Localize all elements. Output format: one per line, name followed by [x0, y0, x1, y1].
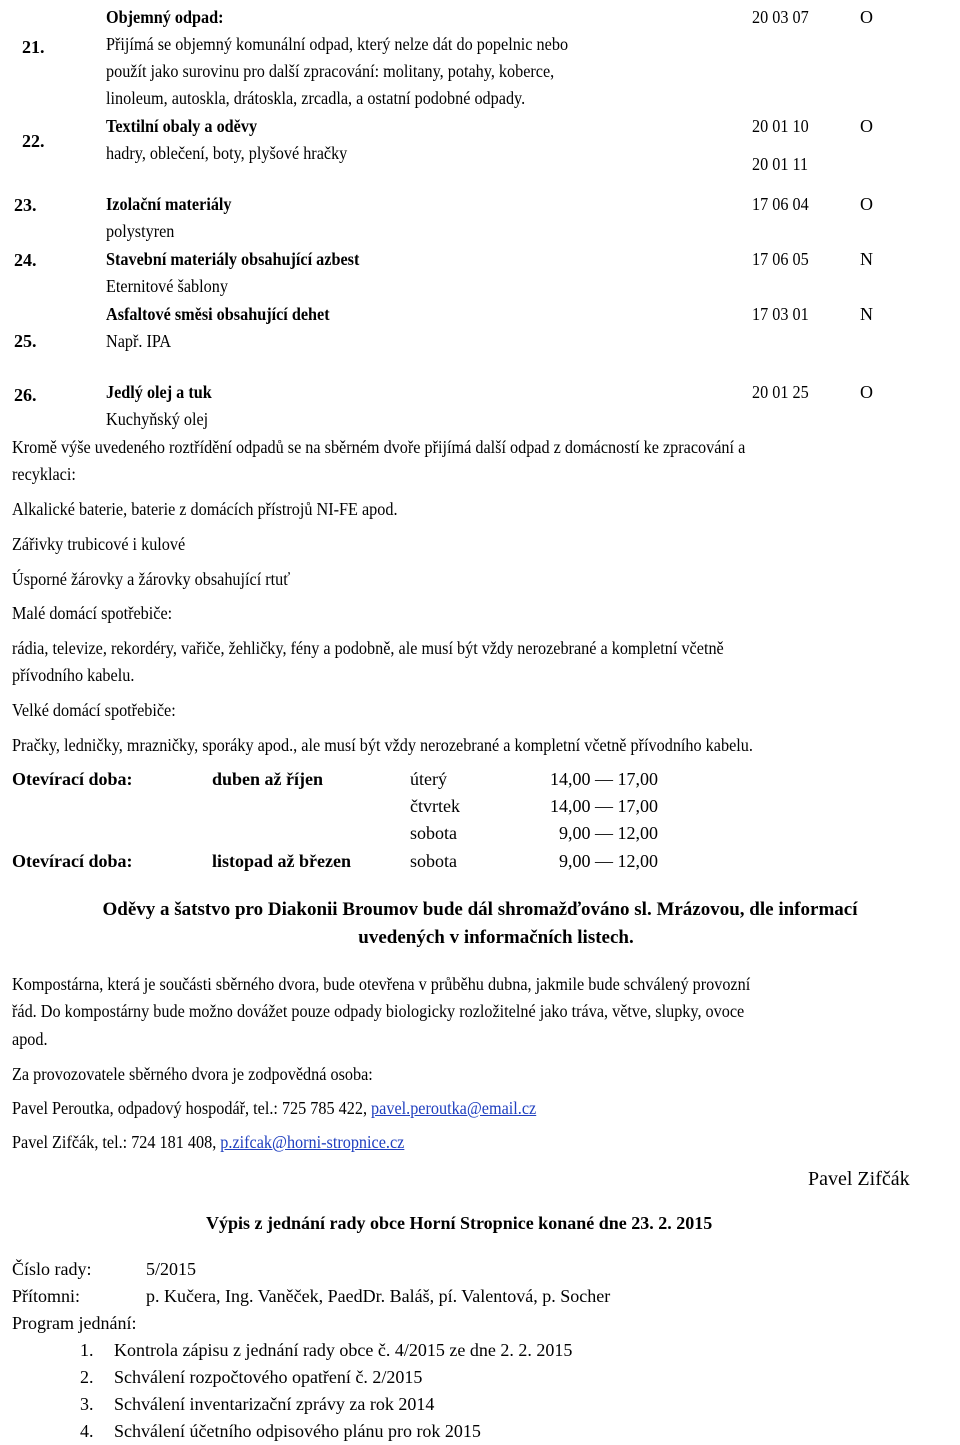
opening-day: čtvrtek [410, 796, 460, 816]
program-item: Schválení účetního odpisového plánu pro rok 2015 [114, 1421, 481, 1441]
compost-text: Kompostárna, která je součásti sběrného dvora, bude otevřena v průběhu dubna, jakmile bude schválený provozní [12, 974, 751, 994]
intro-text: recyklaci: [12, 464, 76, 484]
program-item: Kontrola zápisu z jednání rady obce č. 4/2015 ze dne 2. 2. 2015 [114, 1340, 573, 1360]
row-description-line: polystyren [106, 221, 175, 241]
row-number: 26. [14, 385, 37, 405]
contact-text: Pavel Peroutka, odpadový hospodář, tel.: 725 785 422, [12, 1098, 372, 1118]
large-appliances-label: Velké domácí spotřebiče: [12, 700, 176, 720]
opening-day: úterý [410, 769, 447, 789]
waste-code: 17 03 01 [752, 304, 809, 324]
compost-text: řád. Do kompostárny bude možno dovážet pouze odpady biologicky rozložitelné jako tráva, větve, slupky, ovoce [12, 1001, 745, 1021]
row-number: 23. [14, 195, 37, 215]
council-number-value: 5/2015 [146, 1259, 197, 1279]
summer-period: duben až říjen [212, 769, 324, 789]
present-label: Přítomni: [12, 1286, 81, 1306]
waste-category: O [860, 382, 873, 402]
row-title: Asfaltové směsi obsahující dehet [106, 304, 330, 324]
row-description-line: Kuchyňský olej [106, 409, 209, 429]
notice-line: Oděvy a šatstvo pro Diakonii Broumov bude dál shromažďováno sl. Mrázovou, dle informací [102, 899, 858, 920]
large-appliances-text: Pračky, ledničky, mrazničky, sporáky apod., ale musí být vždy nerozebrané a kompletní včetně přívodního kabelu. [12, 735, 753, 755]
contact-text: Pavel Zifčák, tel.: 724 181 408, [12, 1132, 221, 1152]
intro-text: Kromě výše uvedeného roztřídění odpadů se na sběrném dvoře přijímá další odpad z domácností ke zpracování a [12, 437, 746, 457]
notice-line: uvedených v informačních listech. [358, 927, 634, 948]
winter-period: listopad až březen [212, 851, 351, 871]
waste-category: O [860, 7, 873, 27]
small-appliances-text: přívodního kabelu. [12, 665, 135, 685]
compost-text: apod. [12, 1029, 48, 1049]
contact-line [12, 1097, 536, 1119]
row-number: 24. [14, 250, 37, 270]
email-link[interactable]: pavel.peroutka@email.cz [371, 1098, 537, 1118]
program-item-number: 2. [80, 1367, 94, 1387]
row-description-line: Eternitové šablony [106, 276, 228, 296]
minutes-heading: Výpis z jednání rady obce Horní Stropnice konané dne 23. 2. 2015 [206, 1213, 713, 1233]
responsible-label: Za provozovatele sběrného dvora je zodpovědná osoba: [12, 1064, 373, 1084]
opening-time: 14,00 — 17,00 [550, 796, 658, 816]
row-number: 25. [14, 331, 37, 351]
opening-hours-label: Otevírací doba: [12, 769, 133, 789]
waste-category: N [860, 304, 873, 324]
row-number: 21. [22, 37, 45, 57]
small-appliances-label: Malé domácí spotřebiče: [12, 603, 173, 623]
batteries-text: Alkalické baterie, baterie z domácích přístrojů NI-FE apod. [12, 499, 398, 519]
program-item-number: 3. [80, 1394, 94, 1414]
opening-day: sobota [410, 823, 457, 843]
row-title: Jedlý olej a tuk [106, 382, 212, 402]
waste-category: O [860, 194, 873, 214]
opening-time: 9,00 — 12,00 [559, 823, 658, 843]
waste-code: 20 01 10 [752, 116, 809, 136]
opening-time: 9,00 — 12,00 [559, 851, 658, 871]
program-item-number: 4. [80, 1421, 94, 1441]
opening-hours-label: Otevírací doba: [12, 851, 133, 871]
email-link[interactable]: p.zifcak@horni-stropnice.cz [220, 1132, 405, 1152]
row-title: Izolační materiály [106, 194, 232, 214]
row-description-line: Přijímá se objemný komunální odpad, který nelze dát do popelnic nebo [106, 34, 569, 54]
waste-category: N [860, 249, 873, 269]
present-value: p. Kučera, Ing. Vaněček, PaedDr. Baláš, pí. Valentová, p. Socher [146, 1286, 611, 1306]
bulbs-text: Úsporné žárovky a žárovky obsahující rtuť [12, 569, 291, 589]
program-item-number: 1. [80, 1340, 94, 1360]
contact-line [12, 1131, 404, 1153]
program-item: Schválení inventarizační zprávy za rok 2014 [114, 1394, 435, 1414]
row-number: 22. [22, 131, 45, 151]
opening-time: 14,00 — 17,00 [550, 769, 658, 789]
council-number-label: Číslo rady: [12, 1259, 92, 1279]
waste-code: 17 06 04 [752, 194, 809, 214]
row-title: Stavební materiály obsahující azbest [106, 249, 360, 269]
waste-category: O [860, 116, 873, 136]
waste-code: 17 06 05 [752, 249, 809, 269]
waste-code: 20 01 11 [752, 154, 809, 174]
signature: Pavel Zifčák [808, 1168, 910, 1190]
small-appliances-text: rádia, televize, rekordéry, vařiče, žehličky, fény a podobně, ale musí být vždy nerozebrané a kompletní včetně [12, 638, 724, 658]
row-description-line: použít jako surovinu pro další zpracování: molitany, potahy, koberce, [106, 61, 555, 81]
row-description-line: linoleum, autoskla, drátoskla, zrcadla, a ostatní podobné odpady. [106, 88, 526, 108]
row-title: Textilní obaly a oděvy [106, 116, 258, 136]
program-label: Program jednání: [12, 1313, 137, 1333]
row-description-line: Např. IPA [106, 331, 172, 351]
opening-day: sobota [410, 851, 457, 871]
waste-code: 20 03 07 [752, 7, 809, 27]
waste-code: 20 01 25 [752, 382, 809, 402]
row-description-line: hadry, oblečení, boty, plyšové hračky [106, 143, 348, 163]
tubes-text: Zářivky trubicové i kulové [12, 534, 186, 554]
program-item: Schválení rozpočtového opatření č. 2/2015 [114, 1367, 423, 1387]
row-title: Objemný odpad: [106, 7, 224, 27]
